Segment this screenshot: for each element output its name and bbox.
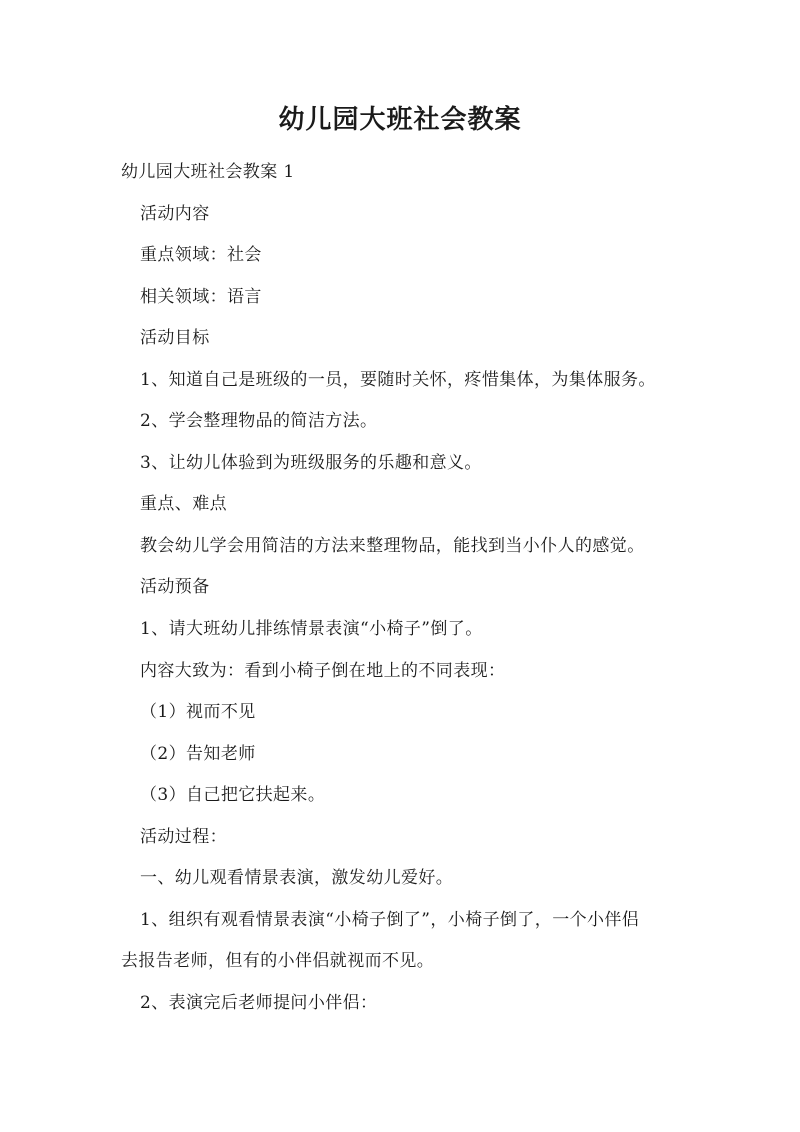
- paragraph-line: 一、幼儿观看情景表演，激发幼儿爱好。: [140, 868, 454, 888]
- paragraph-line: 相关领域：语言: [140, 287, 262, 307]
- paragraph-line: 内容大致为：看到小椅子倒在地上的不同表现：: [140, 661, 506, 681]
- paragraph-line: 1、组织有观看情景表演“小椅子倒了”，小椅子倒了，一个小伴侣: [140, 910, 640, 930]
- paragraph-line: 活动预备: [140, 577, 210, 597]
- paragraph-line: （3）自己把它扶起来。: [140, 785, 326, 805]
- paragraph-line: 去报告老师，但有的小伴侣就视而不见。: [121, 951, 435, 971]
- paragraph-line: 教会幼儿学会用简洁的方法来整理物品，能找到当小仆人的感觉。: [140, 536, 645, 556]
- paragraph-line: 重点、难点: [140, 494, 227, 514]
- paragraph-line: 1、请大班幼儿排练情景表演“小椅子”倒了。: [140, 619, 483, 639]
- paragraph-line: 2、表演完后老师提问小伴侣：: [140, 993, 378, 1013]
- paragraph-line: 3、让幼儿体验到为班级服务的乐趣和意义。: [140, 453, 482, 473]
- paragraph-line: 活动目标: [140, 328, 210, 348]
- paragraph-line: （2）告知老师: [140, 744, 256, 764]
- paragraph-line: 1、知道自己是班级的一员，要随时关怀，疼惜集体，为集体服务。: [140, 370, 656, 390]
- paragraph-line: 活动内容: [140, 204, 210, 224]
- document-title: 幼儿园大班社会教案: [278, 105, 522, 135]
- paragraph-line: （1）视而不见: [140, 702, 256, 722]
- paragraph-line: 2、学会整理物品的简洁方法。: [140, 411, 378, 431]
- section-heading: 幼儿园大班社会教案 1: [121, 162, 295, 182]
- paragraph-line: 活动过程：: [140, 827, 227, 847]
- paragraph-line: 重点领域：社会: [140, 245, 262, 265]
